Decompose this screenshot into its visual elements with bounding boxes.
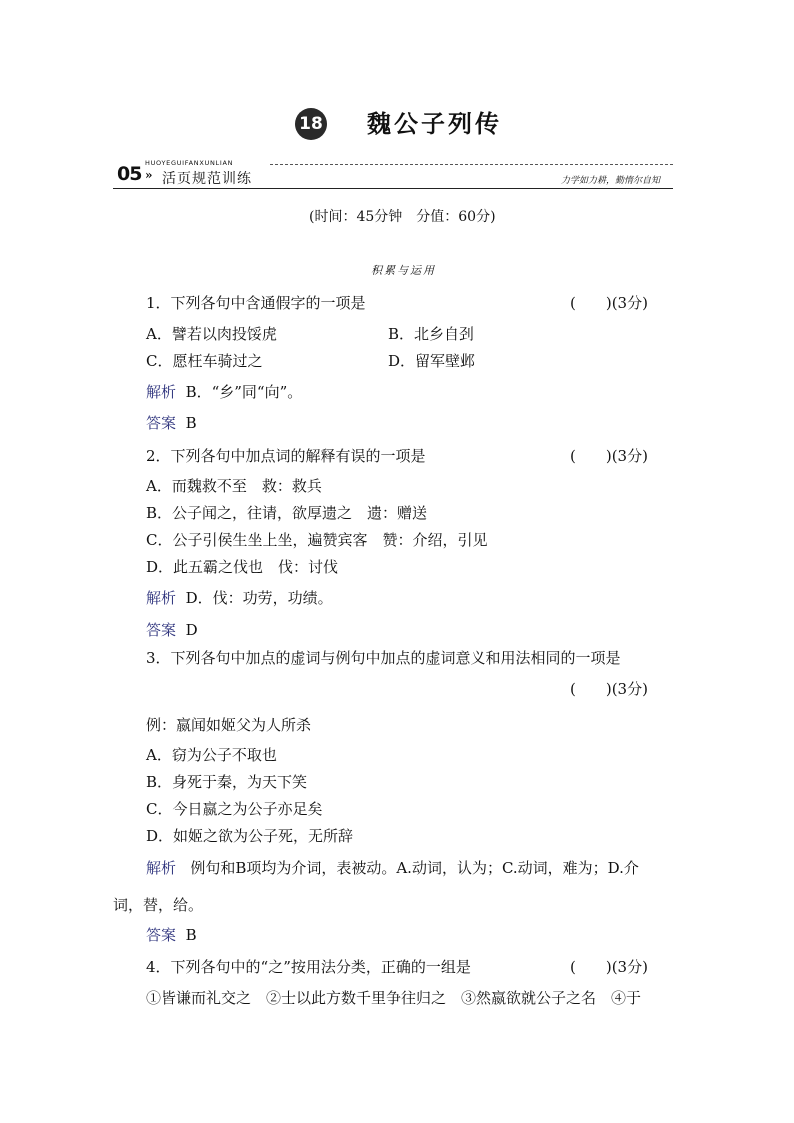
question-2-option-c: C．公子引侯生坐上坐，遍赞宾客 赞：介绍，引见 [146,531,488,549]
analysis-text-line1: 例句和B项均为介词，表被动。A.动词，认为；C.动词，难为；D.介 [190,859,639,877]
answer-text: B [185,414,197,432]
question-4-stem: 4．下列各句中的“之”按用法分类，正确的一组是 [146,958,471,976]
question-3-analysis-line2: 词，替，给。 [113,896,204,914]
lesson-number-badge: 18 [295,108,327,140]
section-name: 活页规范训练 [162,171,252,187]
section-number: 05 [117,163,142,185]
double-arrow-icon: » [145,168,153,182]
question-1-score: ( )(3分) [570,294,648,312]
question-3-score: ( )(3分) [570,680,648,698]
question-2-option-a: A．而魏救不至 救：救兵 [146,477,322,495]
analysis-label: 解析 [146,383,177,401]
question-1-option-b: B．北乡自刭 [388,325,475,343]
question-3-answer [146,925,197,945]
question-1-answer [146,413,197,433]
time-info: (时间：45分钟 分值：60分) [309,209,496,225]
question-3-option-d: D．如姬之欲为公子死，无所辞 [146,827,354,845]
answer-text: B [185,926,197,944]
question-2-option-b: B．公子闻之，往请，欲厚遗之 遗：赠送 [146,504,428,522]
question-1-option-d: D．留军壁邺 [388,352,476,370]
question-1-option-a: A．譬若以肉投馁虎 [146,325,277,343]
analysis-text: B．“乡”同“向”。 [185,383,303,401]
analysis-text: D．伐：功劳，功绩。 [185,589,333,607]
header-dashed-divider [270,164,673,165]
header-rule [113,188,673,189]
header-motto: 力学如力耕，勤惰尔自知 [561,176,661,186]
question-2-stem: 2．下列各句中加点词的解释有误的一项是 [146,447,426,465]
question-3-option-b: B．身死于秦，为天下笑 [146,773,308,791]
question-3-analysis [146,858,639,878]
question-3-option-a: A．窃为公子不取也 [146,746,277,764]
analysis-label: 解析 [146,589,177,607]
question-2-score: ( )(3分) [570,447,648,465]
question-3-example: 例：嬴闻如姬父为人所杀 [146,716,312,734]
question-1-analysis [146,382,302,402]
section-pinyin: HUOYEGUIFANXUNLIAN [145,159,234,167]
answer-text: D [185,621,198,639]
answer-label: 答案 [146,621,177,639]
section-title: 积累与运用 [371,264,436,277]
question-2-option-d: D．此五霸之伐也 伐：讨伐 [146,558,339,576]
question-4-items: ①皆谦而礼交之 ②士以此方数千里争往归之 ③然嬴欲就公子之名 ④于 [146,989,642,1007]
analysis-label: 解析 [146,859,177,877]
question-2-answer [146,620,198,640]
question-4-score: ( )(3分) [570,958,648,976]
question-1-stem: 1．下列各句中含通假字的一项是 [146,294,366,312]
question-1-option-c: C．愿枉车骑过之 [146,352,263,370]
question-3-option-c: C．今日嬴之为公子亦足矣 [146,800,323,818]
page-title: 魏公子列传 [367,109,502,138]
question-3-stem: 3．下列各句中加点的虚词与例句中加点的虚词意义和用法相同的一项是 [146,649,621,667]
answer-label: 答案 [146,926,177,944]
question-2-analysis [146,588,333,608]
answer-label: 答案 [146,414,177,432]
